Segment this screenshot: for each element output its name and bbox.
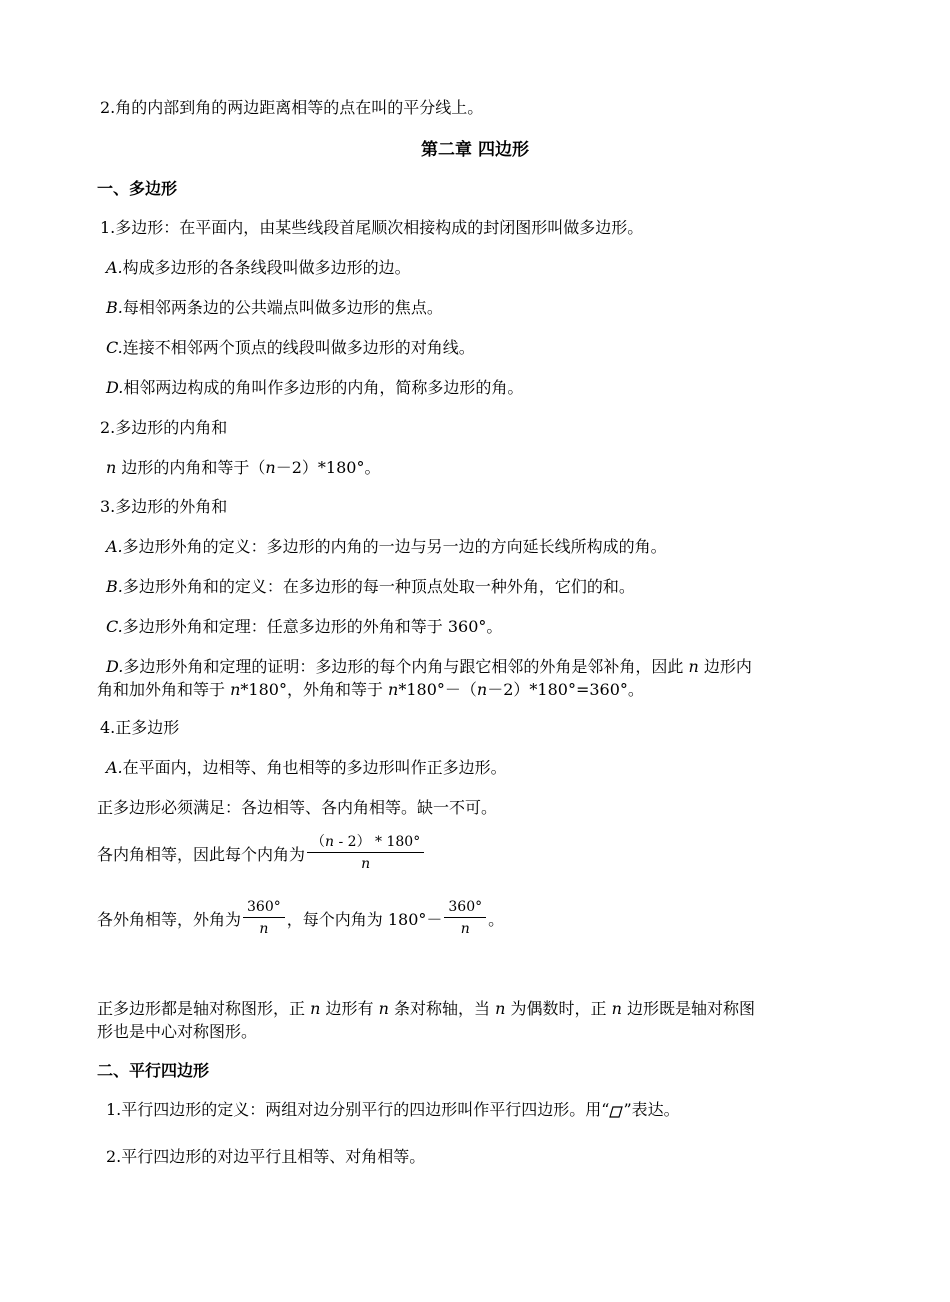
text-line bbox=[106, 457, 380, 479]
text: *180°－（ bbox=[398, 680, 477, 699]
variable: n bbox=[683, 657, 704, 676]
item-label: D. bbox=[106, 378, 124, 397]
fraction bbox=[444, 897, 486, 940]
text: 条对称轴，当 bbox=[394, 999, 491, 1018]
item-label: A. bbox=[106, 758, 123, 777]
text: 角和加外角和等于 bbox=[97, 680, 231, 699]
item-text: 在平面内，边相等、角也相等的多边形叫作正多边形。 bbox=[122, 758, 507, 777]
list-item bbox=[106, 297, 443, 319]
text-line bbox=[97, 797, 497, 819]
text-line bbox=[100, 417, 227, 439]
fraction-denominator: n bbox=[460, 921, 470, 937]
list-item bbox=[106, 616, 502, 638]
text: 1.平行四边形的定义：两组对边分别平行的四边形叫作平行四边形。用“ bbox=[106, 1100, 610, 1119]
fraction-numerator: 360° bbox=[444, 897, 486, 918]
text: －2）*180°。 bbox=[275, 458, 381, 477]
item-label: B. bbox=[106, 577, 123, 596]
variable: n bbox=[230, 680, 241, 699]
text-line bbox=[97, 679, 644, 701]
variable: n bbox=[606, 999, 627, 1018]
variable: n bbox=[305, 999, 326, 1018]
text: （ bbox=[311, 834, 326, 850]
item-label: A. bbox=[106, 537, 123, 556]
item-label: D. bbox=[106, 657, 124, 676]
section-heading bbox=[97, 1060, 209, 1082]
text-line bbox=[100, 97, 483, 119]
list-item bbox=[106, 337, 475, 359]
text: 为偶数时，正 bbox=[510, 999, 607, 1018]
item-text: 多边形外角和定理：任意多边形的外角和等于 360°。 bbox=[122, 617, 503, 636]
text: 正多边形都是轴对称图形，正 bbox=[97, 999, 306, 1018]
text: 4.正多边形 bbox=[100, 718, 180, 737]
text-line bbox=[97, 1021, 257, 1043]
parallelogram-icon bbox=[609, 1105, 623, 1119]
section-heading-text: 一、多边形 bbox=[97, 179, 178, 198]
item-label: C. bbox=[106, 338, 123, 357]
variable: n bbox=[490, 999, 511, 1018]
list-item bbox=[106, 757, 507, 779]
text: 正多边形必须满足：各边相等、各内角相等。缺一不可。 bbox=[97, 798, 498, 817]
item-text: 连接不相邻两个顶点的线段叫做多边形的对角线。 bbox=[122, 338, 475, 357]
variable: n bbox=[265, 458, 276, 477]
item-text: 边形内 bbox=[703, 657, 752, 676]
item-text: 相邻两边构成的角叫作多边形的内角，简称多边形的角。 bbox=[123, 378, 524, 397]
item-label: B. bbox=[106, 298, 123, 317]
text: ”表达。 bbox=[623, 1100, 680, 1119]
fraction-denominator: n bbox=[361, 856, 371, 872]
fraction-numerator bbox=[307, 832, 424, 853]
text: 形也是中心对称图形。 bbox=[97, 1022, 258, 1041]
fraction-denominator: n bbox=[259, 921, 269, 937]
list-item bbox=[106, 536, 667, 558]
item-text: 构成多边形的各条线段叫做多边形的边。 bbox=[122, 258, 411, 277]
chapter-title bbox=[0, 139, 950, 161]
variable: n bbox=[388, 680, 399, 699]
list-item bbox=[106, 656, 752, 678]
list-item bbox=[106, 576, 635, 598]
text-line bbox=[97, 998, 755, 1020]
variable: n bbox=[373, 999, 394, 1018]
item-text: 多边形外角的定义：多边形的内角的一边与另一边的方向延长线所构成的角。 bbox=[122, 537, 667, 556]
text-line bbox=[100, 217, 643, 239]
formula-line bbox=[97, 832, 426, 875]
text: 各外角相等，外角为 bbox=[97, 910, 242, 929]
item-label: C. bbox=[106, 617, 123, 636]
section-heading bbox=[97, 178, 177, 200]
text: 边形的内角和等于（ bbox=[116, 458, 266, 477]
text: 3.多边形的外角和 bbox=[100, 497, 228, 516]
text: 2.多边形的内角和 bbox=[100, 418, 228, 437]
text: - 2） * 180° bbox=[334, 834, 421, 850]
text: 边形既是轴对称图 bbox=[627, 999, 756, 1018]
text-line bbox=[100, 496, 227, 518]
text: 。 bbox=[488, 910, 505, 929]
text: 各内角相等，因此每个内角为 bbox=[97, 845, 306, 864]
item-text: 多边形外角和的定义：在多边形的每一种顶点处取一种外角，它们的和。 bbox=[122, 577, 635, 596]
text: *180°，外角和等于 bbox=[240, 680, 389, 699]
variable: n bbox=[325, 834, 335, 850]
variable: n bbox=[476, 680, 488, 699]
fraction bbox=[243, 897, 285, 940]
text-line bbox=[106, 1146, 425, 1168]
fraction-numerator: 360° bbox=[243, 897, 285, 918]
variable: n bbox=[106, 458, 117, 477]
text-line bbox=[106, 1099, 680, 1121]
text: 边形有 bbox=[325, 999, 374, 1018]
section-heading-text: 二、平行四边形 bbox=[97, 1061, 210, 1080]
chapter-title-text: 第二章 四边形 bbox=[421, 140, 529, 160]
text-line bbox=[100, 717, 179, 739]
formula-line bbox=[97, 897, 504, 940]
item-text: 多边形外角和定理的证明：多边形的每个内角与跟它相邻的外角是邻补角，因此 bbox=[123, 657, 684, 676]
text: －2）*180°=360°。 bbox=[487, 680, 644, 699]
list-item bbox=[106, 257, 411, 279]
item-label: A. bbox=[106, 258, 123, 277]
fraction bbox=[307, 832, 424, 875]
list-item bbox=[106, 377, 523, 399]
text: 1.多边形：在平面内，由某些线段首尾顺次相接构成的封闭图形叫做多边形。 bbox=[100, 218, 644, 237]
text: 2.角的内部到角的两边距离相等的点在叫的平分线上。 bbox=[100, 98, 484, 117]
item-text: 每相邻两条边的公共端点叫做多边形的焦点。 bbox=[122, 298, 443, 317]
text: ，每个内角为 180°－ bbox=[286, 910, 443, 929]
text: 2.平行四边形的对边平行且相等、对角相等。 bbox=[106, 1147, 426, 1166]
